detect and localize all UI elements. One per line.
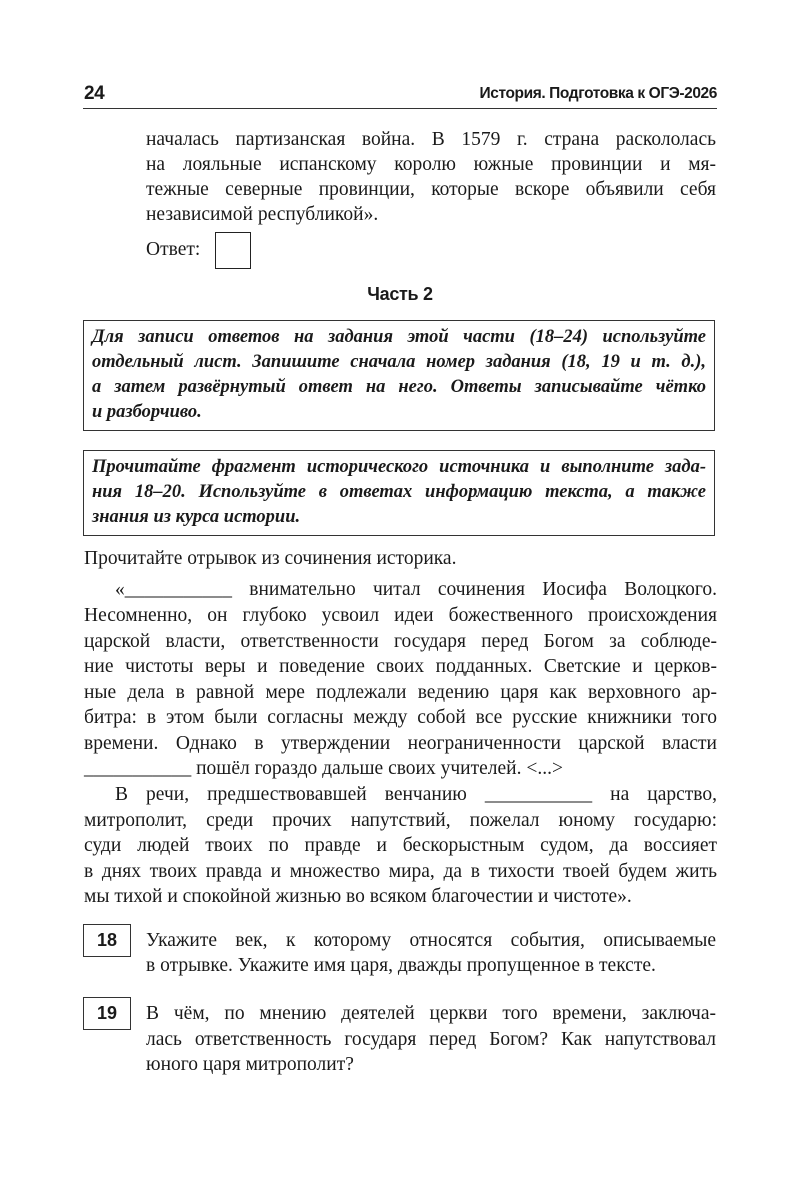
- task-text-line: В чём, по мнению деятелей церкви того времени, заключа-: [146, 1003, 716, 1024]
- text-line: времени. Однако в утверждении неограниченности царской власти: [84, 733, 717, 754]
- text-line: ___________ пошёл гораздо дальше своих учителей. <...>: [84, 758, 563, 779]
- instruction-line: знания из курса истории.: [92, 507, 301, 527]
- source-intro: Прочитайте отрывок из сочинения историка.: [84, 548, 457, 569]
- instruction-line: ния 18–20. Используйте в ответах информацию текста, а также: [92, 482, 706, 502]
- text-line: на лояльные испанскому королю южные провинции и мя-: [146, 154, 716, 175]
- task-number-badge: 18: [83, 924, 131, 957]
- text-line: суди людей твоих по правде и бескорыстным судом, да воссияет: [84, 835, 717, 856]
- text-line: царской власти, ответственности государя перед Богом за соблюде-: [84, 631, 717, 652]
- text-line: В речи, предшествовавшей венчанию ___________ на царство,: [115, 784, 717, 805]
- task-text-line: Укажите век, к которому относятся события, описываемые: [146, 930, 716, 951]
- instruction-line: Прочитайте фрагмент исторического источника и выполните зада-: [92, 457, 706, 477]
- source-instructions-box: [83, 450, 715, 536]
- task-text-line: в отрывке. Укажите имя царя, дважды пропущенное в тексте.: [146, 955, 656, 976]
- text-line: «___________ внимательно читал сочинения Иосифа Волоцкого.: [115, 579, 717, 600]
- task-number-badge: 19: [83, 997, 131, 1030]
- text-line: тежные северные провинции, которые вскоре объявили себя: [146, 179, 716, 200]
- instructions-box: [83, 320, 715, 431]
- text-line: ные дела в равной мере подлежали ведению царя как верховного ар-: [84, 682, 717, 703]
- text-line: началась партизанская война. В 1579 г. страна раскололась: [146, 129, 716, 150]
- instruction-line: а затем развёрнутый ответ на него. Ответы записывайте чётко: [92, 377, 706, 397]
- task-text-line: лась ответственность государя перед Богом? Как напутствовал: [146, 1029, 716, 1050]
- running-header-title: История. Подготовка к ОГЭ-2026: [479, 85, 717, 102]
- text-line: Несомненно, он глубоко усвоил идеи божественного происхождения: [84, 605, 717, 626]
- text-line: битра: в этом были согласны между собой все русские книжники того: [84, 707, 717, 728]
- answer-label: Ответ:: [146, 239, 201, 260]
- instruction-line: отдельный лист. Запишите сначала номер задания (18, 19 и т. д.),: [92, 352, 706, 372]
- text-line: в днях твоих правда и множество мира, да в тихости твоей будем жить: [84, 861, 717, 882]
- text-line: ние чистоты веры и поведение своих подданных. Светские и церков-: [84, 656, 717, 677]
- text-line: митрополит, среди прочих напутствий, пожелал юному государю:: [84, 810, 717, 831]
- header-rule: [83, 108, 717, 109]
- page-number: 24: [84, 83, 105, 104]
- answer-box[interactable]: [215, 232, 251, 269]
- text-line: мы тихой и спокойной жизнью во всяком благочестии и чистоте».: [84, 886, 632, 907]
- instruction-line: Для записи ответов на задания этой части (18–24) используйте: [92, 327, 706, 347]
- part-title: Часть 2: [367, 284, 433, 304]
- task-text-line: юного царя митрополит?: [146, 1054, 354, 1075]
- instruction-line: и разборчиво.: [92, 402, 202, 422]
- text-line: независимой республикой».: [146, 204, 379, 225]
